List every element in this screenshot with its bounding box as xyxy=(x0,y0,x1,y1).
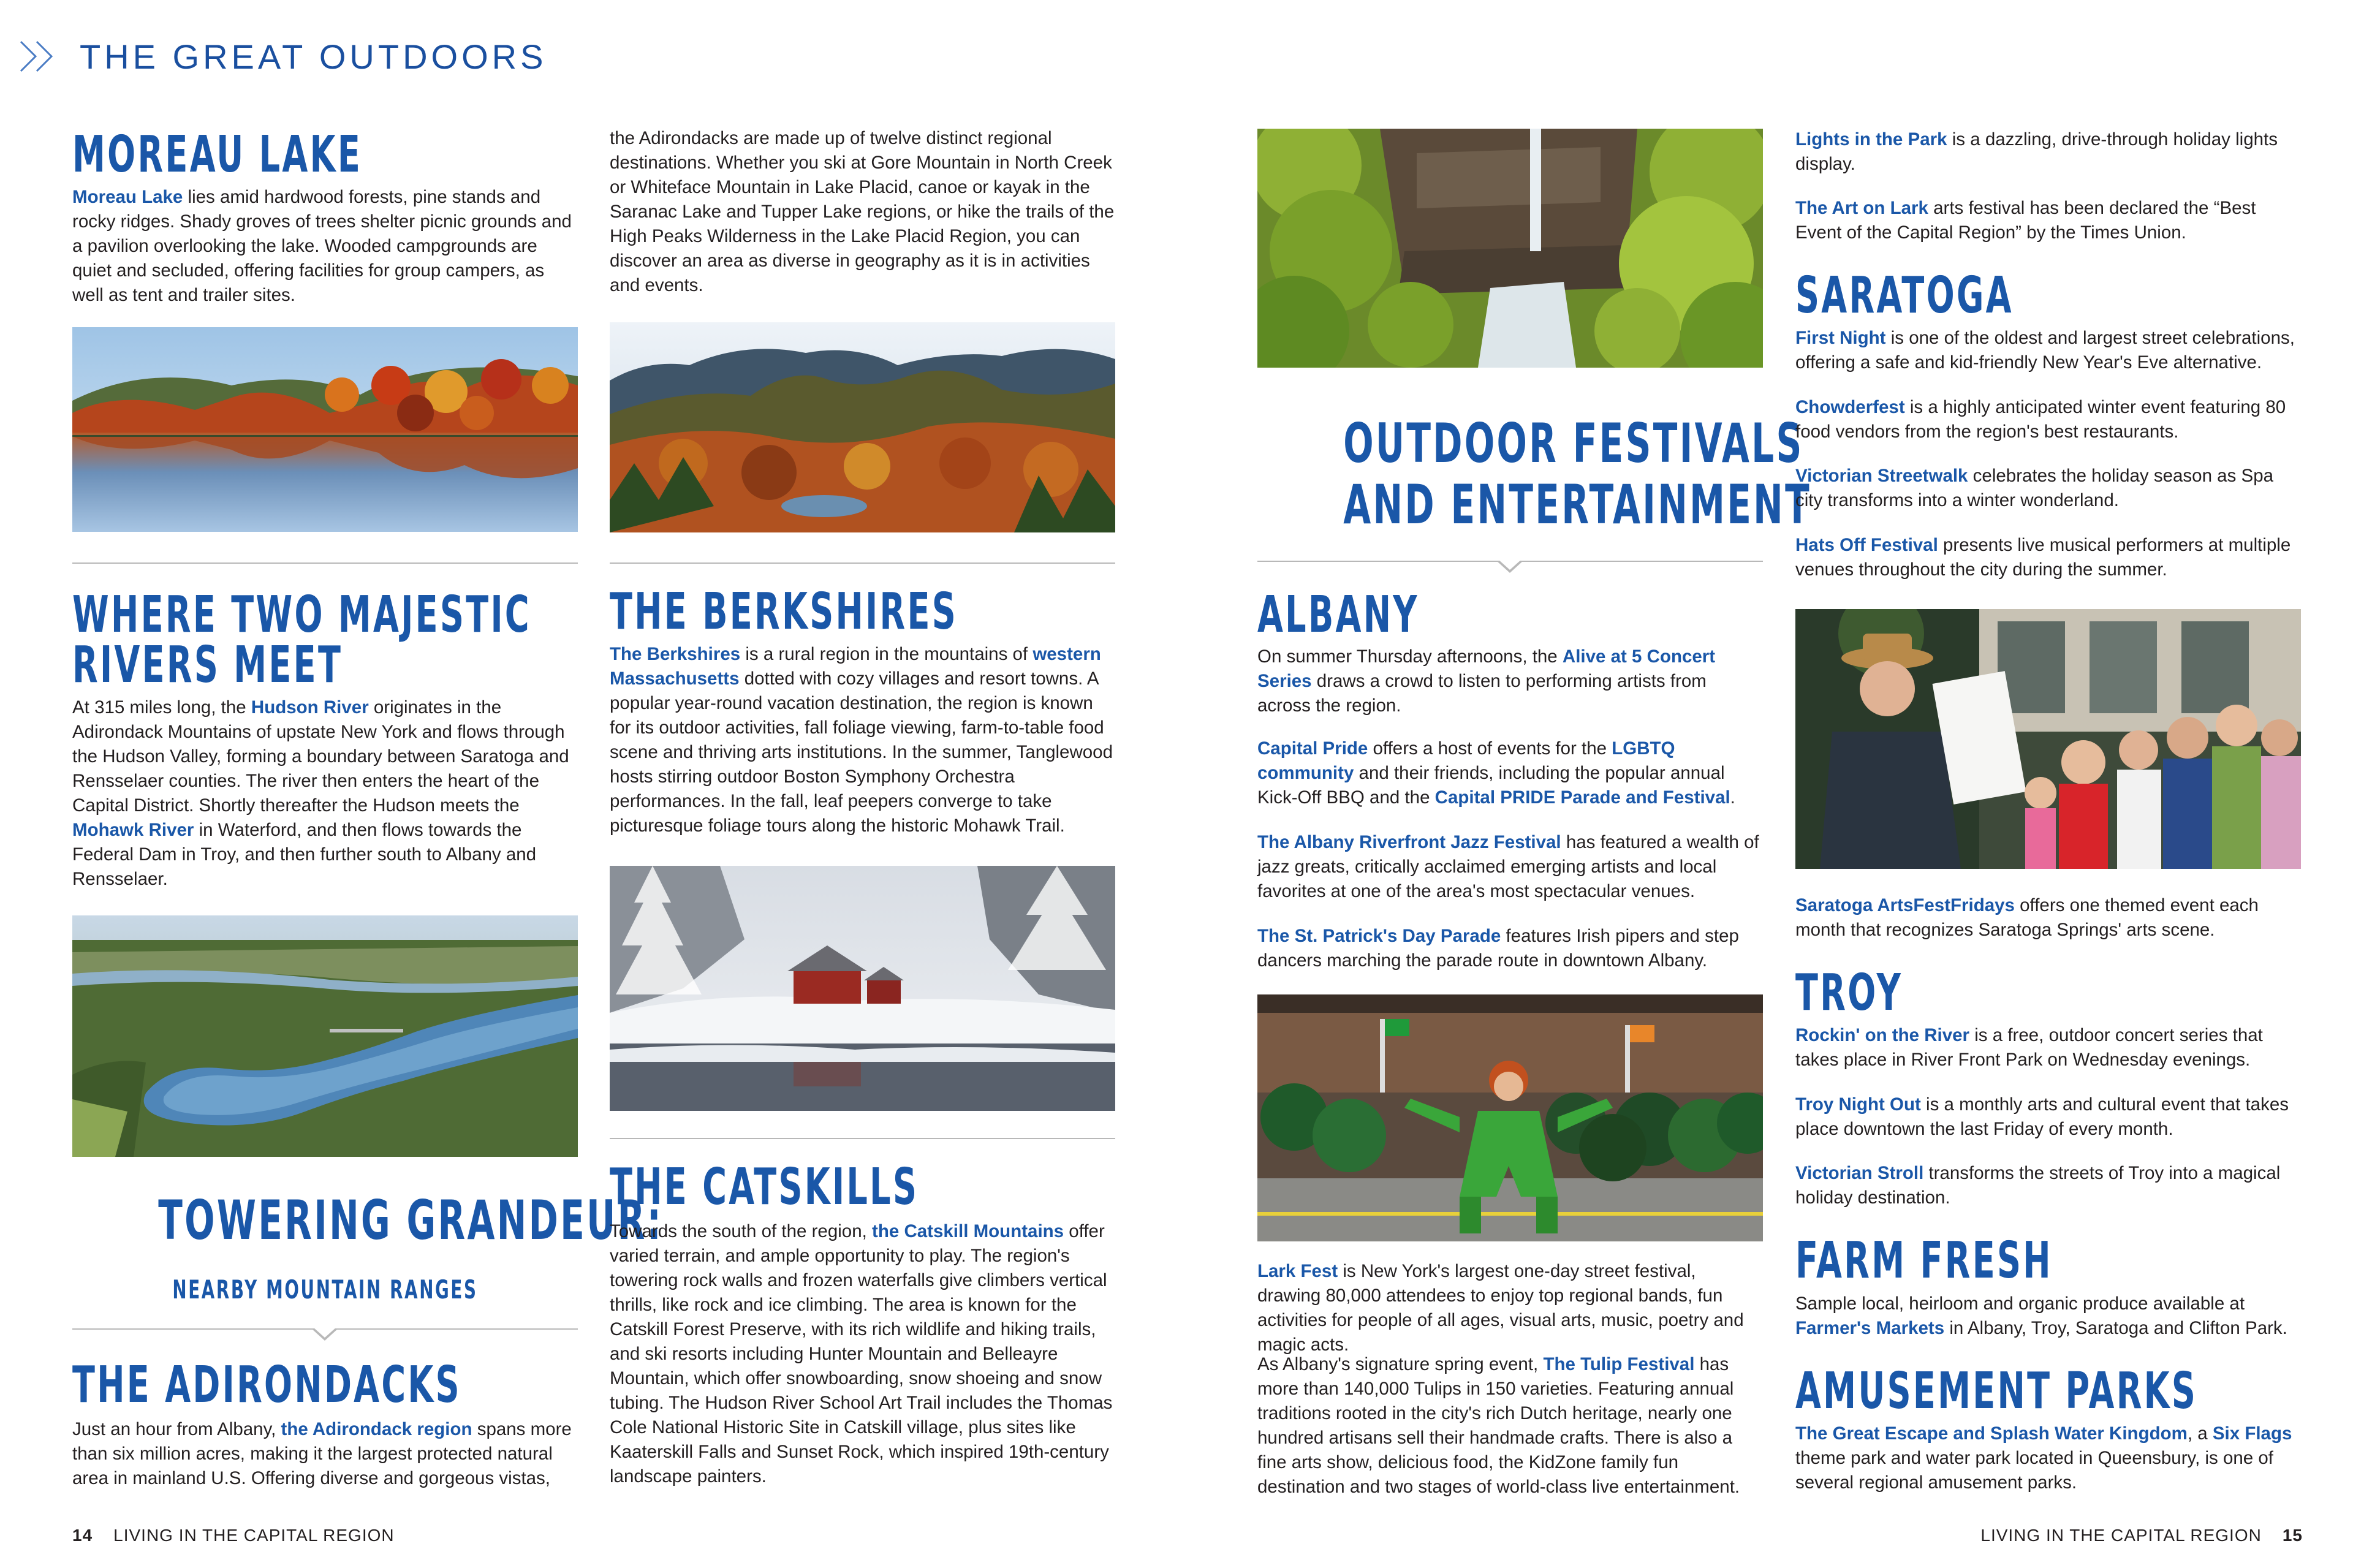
art-on-lark-text: The Art on Lark arts festival has been declared the “Best Event of the Capital Region” by the Times Union. xyxy=(1795,198,2256,243)
berkshires-link[interactable]: The Berkshires xyxy=(610,644,741,664)
catskills-heading: THE CATSKILLS xyxy=(610,1158,919,1216)
rivers-heading-line1: WHERE TWO MAJESTIC xyxy=(72,586,531,644)
hudson-river-aerial-photo xyxy=(72,915,578,1157)
berkshires-winter-photo xyxy=(610,866,1115,1111)
moreau-lake-photo xyxy=(72,327,578,532)
farm-fresh-heading: FARM FRESH xyxy=(1795,1232,2053,1290)
section-title: THE GREAT OUTDOORS xyxy=(80,37,547,76)
berkshires-text: The Berkshires is a rural region in the mountains of western Massachusetts dotted with cozy villages and resort towns. A popular year-round vacation destination, the region is known for its outdoor activities, fall foliage viewing, farm-to-table food scene and thriving arts institutions. In the summer, Tanglewood hosts stirring outdoor Boston Symphony Orchestra performances. In the fall, leaf peepers converge to take picturesque foliage tours along the historic Mohawk Trail. xyxy=(610,644,1113,836)
saratoga-street-artist-photo xyxy=(1795,609,2301,869)
rockin-on-the-river-link[interactable]: Rockin' on the River xyxy=(1795,1025,1970,1045)
chowderfest-link[interactable]: Chowderfest xyxy=(1795,397,1905,417)
hats-off-festival-link[interactable]: Hats Off Festival xyxy=(1795,535,1938,555)
divider xyxy=(610,1138,1115,1139)
victorian-stroll-text: Victorian Stroll transforms the streets of Troy into a magical holiday destination. xyxy=(1795,1163,2281,1208)
hudson-river-link[interactable]: Hudson River xyxy=(251,697,369,718)
rivers-heading-line2: RIVERS MEET xyxy=(72,636,343,694)
lark-fest-text: Lark Fest is New York's largest one-day street festival, drawing 80,000 attendees to enjoy top regional bands, fun activities for people of all ages, visual arts, music, poetry and magic acts. xyxy=(1257,1261,1744,1355)
footer-right-text: LIVING IN THE CAPITAL REGION xyxy=(1980,1526,2262,1545)
adirondacks-heading: THE ADIRONDACKS xyxy=(72,1356,461,1414)
divider xyxy=(72,562,578,564)
page-number-right: 15 xyxy=(2282,1526,2303,1545)
albany-heading: ALBANY xyxy=(1257,586,1419,644)
rockin-on-the-river-text: Rockin' on the River is a free, outdoor concert series that takes place in River Front Park on Wednesday evenings. xyxy=(1795,1025,2263,1070)
six-flags-link[interactable]: Six Flags xyxy=(2212,1423,2292,1444)
farm-fresh-text: Sample local, heirloom and organic produce available at Farmer's Markets in Albany, Troy, Saratoga and Clifton Park. xyxy=(1795,1293,2287,1338)
troy-night-out-text: Troy Night Out is a monthly arts and cultural event that takes place downtown the last Friday of every month. xyxy=(1795,1094,2289,1139)
catskill-mountains-link[interactable]: the Catskill Mountains xyxy=(872,1221,1064,1241)
moreau-lake-link[interactable]: Moreau Lake xyxy=(72,187,183,207)
catskills-text: Towards the south of the region, the Catskill Mountains offer varied terrain, and ample opportunity to play. The region's towering rock walls and frozen waterfalls give climbers vertical thrills, like rock and ice climbing. The area is known for the Catskill Forest Preserve, with its rich wildlife and hiking trails, and ski resorts including Hunter Mountain and Belleayre Mountain, which offer snowboarding, snow shoeing and snow tubing. The Hudson River School Art Trail includes the Thomas Cole National Historic Site in Catskill village, plus sites like Kaaterskill Falls and Sunset Rock, which inspired 19th-century landscape painters. xyxy=(610,1221,1113,1487)
victorian-stroll-link[interactable]: Victorian Stroll xyxy=(1795,1163,1924,1183)
artsfestfridays-link[interactable]: Saratoga ArtsFestFridays xyxy=(1795,895,2015,915)
lark-fest-link[interactable]: Lark Fest xyxy=(1257,1261,1338,1281)
berkshires-heading: THE BERKSHIRES xyxy=(610,583,958,641)
alive-at-5-text: On summer Thursday afternoons, the Alive at 5 Concert Series draws a crowd to listen to performing artists from across the region. xyxy=(1257,646,1716,716)
chowderfest-text: Chowderfest is a highly anticipated winter event featuring 80 food vendors from the region's best restaurants. xyxy=(1795,397,2286,442)
footer-left xyxy=(72,1526,395,1545)
victorian-streetwalk-text: Victorian Streetwalk celebrates the holiday season as Spa city transforms into a winter wonderland. xyxy=(1795,466,2274,510)
divider-notch xyxy=(1496,561,1523,573)
footer-left-text: LIVING IN THE CAPITAL REGION xyxy=(113,1526,395,1545)
footer-right xyxy=(1980,1526,2303,1545)
jazz-festival-link[interactable]: The Albany Riverfront Jazz Festival xyxy=(1257,832,1561,852)
adirondack-region-link[interactable]: the Adirondack region xyxy=(281,1419,472,1439)
festivals-heading-line1: OUTDOOR FESTIVALS xyxy=(1343,412,1804,475)
capital-pride-link[interactable]: Capital Pride xyxy=(1257,738,1368,759)
hats-off-festival-text: Hats Off Festival presents live musical performers at multiple venues throughout the city during the summer. xyxy=(1795,535,2291,580)
jazz-festival-text: The Albany Riverfront Jazz Festival has featured a wealth of jazz greats, critically acclaimed emerging artists and local favorites at one of the area's most spectacular venues. xyxy=(1257,832,1759,901)
first-night-link[interactable]: First Night xyxy=(1795,328,1886,348)
amusement-parks-heading: AMUSEMENT PARKS xyxy=(1795,1362,2198,1420)
double-chevron-icon xyxy=(18,38,66,75)
capital-pride-text: Capital Pride offers a host of events for the LGBTQ community and their friends, including the popular annual Kick-Off BBQ and the Capital PRIDE Parade and Festival. xyxy=(1257,738,1735,808)
nearby-mountains-subheading: NEARBY MOUNTAIN RANGES xyxy=(172,1274,478,1305)
great-escape-link[interactable]: The Great Escape and Splash Water Kingdom xyxy=(1795,1423,2188,1444)
troy-night-out-link[interactable]: Troy Night Out xyxy=(1795,1094,1921,1115)
alive-at-5-link[interactable]: Alive at 5 Concert Series xyxy=(1257,646,1716,691)
art-on-lark-link[interactable]: The Art on Lark xyxy=(1795,198,1928,218)
towering-grandeur-heading: TOWERING GRANDEUR: xyxy=(158,1189,664,1252)
kaaterskill-falls-photo xyxy=(1257,129,1763,368)
mohawk-river-link[interactable]: Mohawk River xyxy=(72,820,194,840)
first-night-text: First Night is one of the oldest and largest street celebrations, offering a safe and kid-friendly New Year's Eve alternative. xyxy=(1795,328,2295,373)
tulip-festival-text: As Albany's signature spring event, The Tulip Festival has more than 140,000 Tulips in 150 varieties. Featuring annual traditions rooted in the city's rich Dutch heritage, nearly one hundred artisans sell their handmade crafts. There is also a fine arts show, delicious food, the KidZone family fun destination and two stages of world-class live entertainment. xyxy=(1257,1354,1740,1497)
divider xyxy=(610,562,1115,564)
adirondacks-text-continued: the Adirondacks are made up of twelve distinct regional destinations. Whether you ski at Gore Mountain in North Creek or Whiteface Mountain in Lake Placid, canoe or kayak in the Saranac Lake and Tupper Lake regions, or hike the trails of the High Peaks Wilderness in the Lake Placid Region, you can discover an area as diverse in geography as it is in activities and events. xyxy=(610,128,1115,295)
capital-pride-parade-link[interactable]: Capital PRIDE Parade and Festival xyxy=(1434,787,1730,808)
farmers-markets-link[interactable]: Farmer's Markets xyxy=(1795,1318,1945,1338)
moreau-lake-text: Moreau Lake lies amid hardwood forests, pine stands and rocky ridges. Shady groves of trees shelter picnic grounds and a pavilion overlooking the lake. Wooded campgrounds are quiet and secluded, offering facilities for group campers, as well as tent and trailer sites. xyxy=(72,187,572,305)
divider-notch xyxy=(311,1328,338,1341)
lights-in-the-park-link[interactable]: Lights in the Park xyxy=(1795,129,1947,150)
troy-heading: TROY xyxy=(1795,964,1903,1022)
adirondack-mountains-photo xyxy=(610,322,1115,532)
adirondacks-text: Just an hour from Albany, the Adirondack region spans more than six million acres, making it the largest protected natural area in mainland U.S. Offering diverse and gorgeous vistas, xyxy=(72,1419,572,1488)
rivers-text: At 315 miles long, the Hudson River originates in the Adirondack Mountains of upstate New York and flows through the Hudson Valley, forming a boundary between Saratoga and Rensselaer counties. The river then enters the heart of the Capital District. Shortly thereafter the Hudson meets the Mohawk River in Waterford, and then flows towards the Federal Dam in Troy, and then further south to Albany and Rensselaer. xyxy=(72,697,569,889)
festivals-heading-line2: AND ENTERTAINMENT xyxy=(1343,473,1812,536)
page-number-left: 14 xyxy=(72,1526,93,1545)
victorian-streetwalk-link[interactable]: Victorian Streetwalk xyxy=(1795,466,1968,486)
page-header xyxy=(18,32,547,81)
artsfestfridays-text: Saratoga ArtsFestFridays offers one themed event each month that recognizes Saratoga Springs' arts scene. xyxy=(1795,895,2259,940)
st-patricks-parade-photo xyxy=(1257,994,1763,1241)
moreau-lake-heading: MOREAU LAKE xyxy=(72,126,363,184)
amusement-parks-text: The Great Escape and Splash Water Kingdom, a Six Flags theme park and water park located in Queensbury, is one of several regional amusement parks. xyxy=(1795,1423,2292,1493)
lights-in-the-park-text: Lights in the Park is a dazzling, drive-through holiday lights display. xyxy=(1795,129,2278,174)
lgbtq-community-link[interactable]: LGBTQ community xyxy=(1257,738,1675,783)
western-massachusetts-link[interactable]: western Massachusetts xyxy=(610,644,1101,689)
tulip-festival-link[interactable]: The Tulip Festival xyxy=(1543,1354,1695,1374)
st-patricks-text: The St. Patrick's Day Parade features Irish pipers and step dancers marching the parade route in downtown Albany. xyxy=(1257,926,1739,971)
saratoga-heading: SARATOGA xyxy=(1795,267,2014,325)
st-patricks-parade-link[interactable]: The St. Patrick's Day Parade xyxy=(1257,926,1501,946)
